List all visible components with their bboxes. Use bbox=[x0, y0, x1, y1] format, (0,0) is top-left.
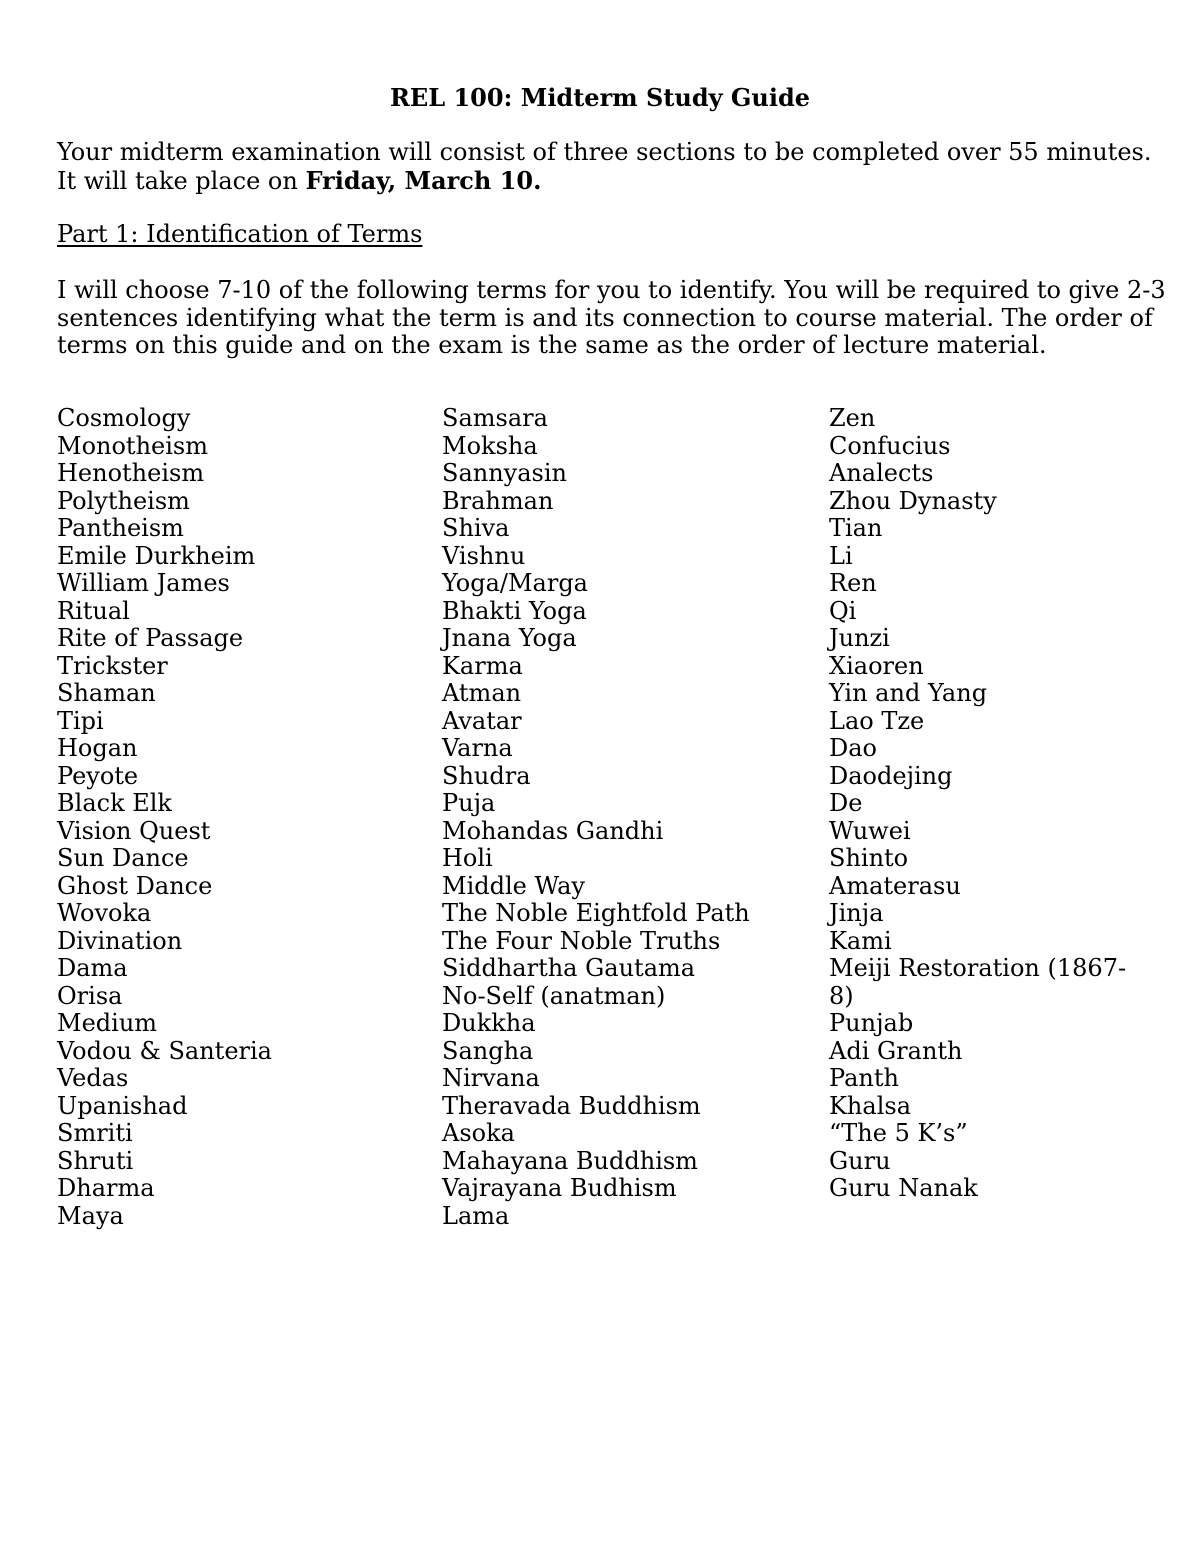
term-item: Black Elk bbox=[57, 789, 172, 817]
term-item: Sannyasin bbox=[442, 459, 567, 487]
term-item: Karma bbox=[442, 651, 523, 680]
term-item: The Noble Eightfold Path bbox=[442, 899, 750, 927]
term-item: Emile Durkheim bbox=[57, 541, 256, 570]
term-item: Polytheism bbox=[57, 486, 190, 515]
term-item: Jinja bbox=[829, 899, 884, 927]
term-item: Wuwei bbox=[829, 816, 911, 845]
term-item: Dukkha bbox=[442, 1009, 536, 1037]
term-item: Theravada Buddhism bbox=[442, 1091, 701, 1120]
term-item: Kami bbox=[829, 926, 892, 955]
exam-date: Friday, March 10. bbox=[305, 165, 542, 195]
term-item: Brahman bbox=[442, 486, 554, 515]
term-item: Atman bbox=[442, 679, 522, 707]
term-item: Rite of Passage bbox=[57, 624, 244, 652]
term-item: Punjab bbox=[829, 1009, 914, 1037]
term-item: Lao Tze bbox=[829, 706, 925, 735]
term-item: Holi bbox=[442, 844, 493, 872]
term-item: Panth bbox=[829, 1064, 899, 1092]
term-item: Hogan bbox=[57, 734, 138, 762]
term-item: Maya bbox=[57, 1201, 124, 1230]
term-item: Daodejing bbox=[829, 761, 953, 790]
term-item: Middle Way bbox=[442, 871, 585, 900]
term-item: Dharma bbox=[57, 1174, 155, 1202]
term-item: Orisa bbox=[57, 981, 123, 1010]
term-item: 8) bbox=[829, 981, 854, 1010]
term-item: Guru bbox=[829, 1146, 891, 1175]
term-item: Bhakti Yoga bbox=[442, 596, 587, 625]
term-item: “The 5 K’s” bbox=[829, 1119, 968, 1147]
term-item: Li bbox=[829, 541, 853, 570]
terms-list bbox=[57, 405, 1167, 1305]
term-item: Sangha bbox=[442, 1036, 534, 1065]
term-item: Cosmology bbox=[57, 404, 191, 432]
term-item: Vedas bbox=[57, 1064, 129, 1092]
term-item: Shinto bbox=[829, 844, 909, 872]
term-item: Zen bbox=[829, 404, 876, 432]
term-item: Sun Dance bbox=[57, 844, 189, 872]
term-item: William James bbox=[57, 569, 230, 597]
term-item: Dao bbox=[829, 734, 877, 762]
term-item: Dama bbox=[57, 954, 128, 982]
term-item: Mohandas Gandhi bbox=[442, 816, 664, 845]
term-item: Vodou & Santeria bbox=[57, 1036, 272, 1065]
term-item: Divination bbox=[57, 926, 183, 955]
term-item: Varna bbox=[442, 734, 513, 762]
term-item: Peyote bbox=[57, 761, 139, 790]
page-title: REL 100: Midterm Study Guide bbox=[389, 83, 811, 112]
term-item: Vision Quest bbox=[57, 816, 211, 845]
term-item: Samsara bbox=[442, 404, 548, 432]
term-item: Mahayana Buddhism bbox=[442, 1146, 698, 1175]
term-item: Confucius bbox=[829, 431, 951, 460]
term-item: Ritual bbox=[57, 596, 130, 625]
part-1-heading: Part 1: Identification of Terms bbox=[57, 220, 423, 248]
term-item: Tian bbox=[829, 514, 883, 542]
terms-column-3 bbox=[829, 405, 1129, 1203]
term-item: Lama bbox=[442, 1201, 510, 1230]
term-item: Xiaoren bbox=[829, 651, 924, 680]
term-item: Medium bbox=[57, 1009, 158, 1037]
terms-column-1 bbox=[57, 405, 437, 1230]
term-item: Asoka bbox=[442, 1119, 515, 1147]
term-item: Shiva bbox=[442, 514, 510, 542]
term-item: Adi Granth bbox=[829, 1036, 963, 1065]
term-item: Ren bbox=[829, 569, 877, 597]
term-item: Vishnu bbox=[442, 541, 526, 570]
term-item: Pantheism bbox=[57, 514, 184, 542]
term-item: Shudra bbox=[442, 761, 531, 790]
term-item: Henotheism bbox=[57, 459, 205, 487]
term-item: Tipi bbox=[57, 706, 104, 735]
term-item: Vajrayana Budhism bbox=[442, 1174, 677, 1202]
term-item: Junzi bbox=[829, 624, 890, 652]
term-item: Upanishad bbox=[57, 1091, 188, 1120]
term-item: Moksha bbox=[442, 431, 538, 460]
part-1-instructions: I will choose 7-10 of the following terms for you to identify. You will be required to give 2-3 sentences identifying what the term is and its connection to course material. The order of terms on this guide and on the exam is the same as the order of lecture material. bbox=[57, 276, 1166, 359]
terms-column-2 bbox=[442, 405, 822, 1230]
term-item: Yoga/Marga bbox=[442, 569, 588, 597]
term-item: Yin and Yang bbox=[829, 679, 988, 707]
term-item: Jnana Yoga bbox=[442, 624, 577, 652]
term-item: Meiji Restoration (1867- bbox=[829, 954, 1127, 982]
term-item: Puja bbox=[442, 789, 496, 817]
term-item: Siddhartha Gautama bbox=[442, 954, 696, 982]
term-item: Nirvana bbox=[442, 1064, 540, 1092]
intro-line-1: Your midterm examination will consist of three sections to be completed over 55 minutes. bbox=[57, 138, 1152, 166]
term-item: De bbox=[829, 789, 863, 817]
term-item: Monotheism bbox=[57, 431, 208, 460]
term-item: Analects bbox=[829, 459, 934, 487]
term-item: Amaterasu bbox=[829, 871, 961, 900]
term-item: Wovoka bbox=[57, 899, 152, 927]
term-item: Trickster bbox=[57, 651, 168, 680]
term-item: Guru Nanak bbox=[829, 1174, 978, 1202]
term-item: Ghost Dance bbox=[57, 871, 213, 900]
term-item: Khalsa bbox=[829, 1091, 911, 1120]
exam-intro bbox=[57, 139, 1167, 195]
term-item: Avatar bbox=[442, 706, 522, 735]
term-item: No-Self (anatman) bbox=[442, 981, 666, 1010]
intro-line-2 bbox=[57, 167, 1167, 196]
term-item: Smriti bbox=[57, 1119, 133, 1147]
term-item: Zhou Dynasty bbox=[829, 486, 997, 515]
term-item: The Four Noble Truths bbox=[442, 926, 721, 955]
term-item: Shaman bbox=[57, 679, 156, 707]
term-item: Shruti bbox=[57, 1146, 134, 1175]
term-item: Qi bbox=[829, 596, 857, 625]
intro-line-2-prefix: It will take place on bbox=[57, 166, 306, 195]
